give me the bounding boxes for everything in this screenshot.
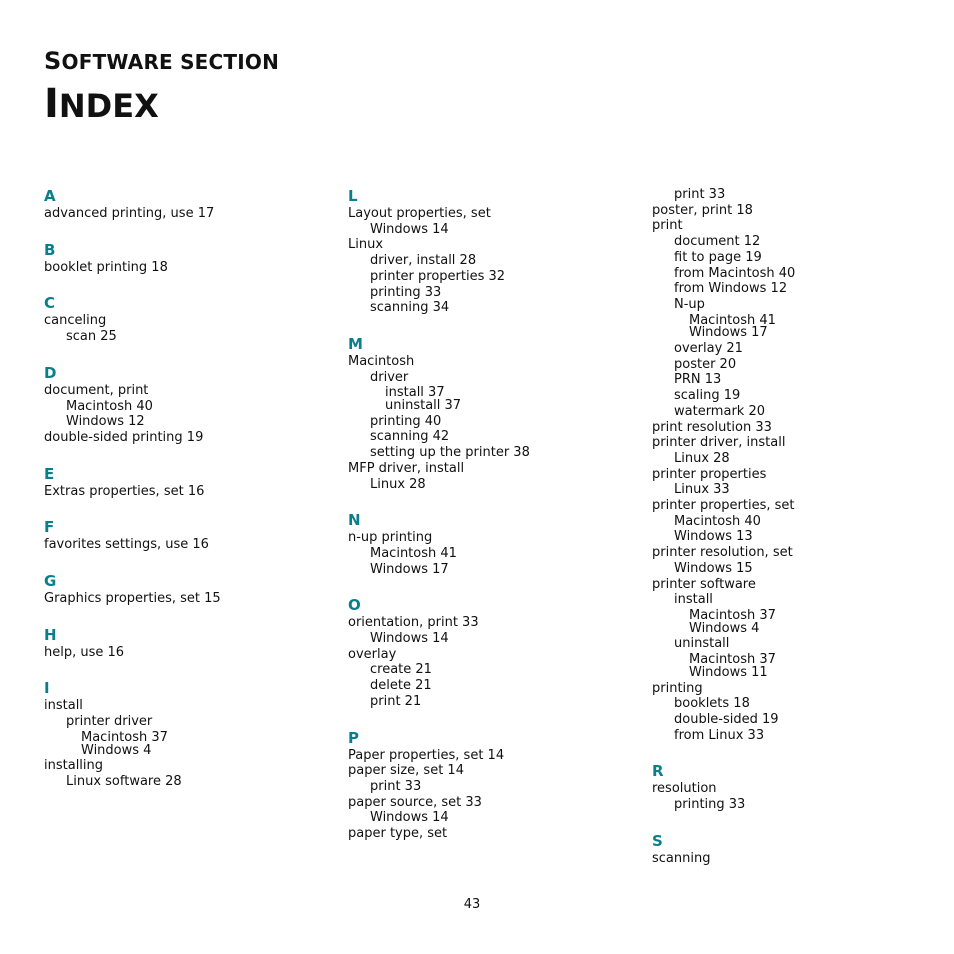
- index-entry: print resolution 33: [652, 419, 772, 435]
- index-subsubentry: install 37: [385, 385, 445, 401]
- index-group-i: [44, 678, 334, 789]
- index-entry: poster, print 18: [652, 202, 753, 218]
- index-entry: install: [44, 698, 83, 714]
- index-subentry: create 21: [370, 662, 432, 678]
- index-entry: Linux: [348, 237, 384, 253]
- index-subentry: Linux 33: [674, 482, 730, 498]
- index-subentry: Windows 14: [370, 810, 449, 826]
- index-entry: printer properties, set: [652, 498, 795, 514]
- index-subentry: PRN 13: [674, 372, 722, 388]
- index-subentry: overlay 21: [674, 341, 743, 357]
- index-letter: B: [44, 240, 56, 259]
- index-subentry: scaling 19: [674, 388, 741, 404]
- index-entry: document, print: [44, 382, 149, 398]
- index-column-1: [44, 186, 334, 790]
- index-group-f: [44, 517, 334, 553]
- index-entry: Paper properties, set 14: [348, 747, 505, 763]
- index-subentry: scanning 34: [370, 300, 450, 316]
- index-subentry: scanning 42: [370, 429, 450, 445]
- index-subentry: poster 20: [674, 356, 737, 372]
- index-subsubentry: Macintosh 37: [689, 652, 776, 668]
- index-entry: paper source, set 33: [348, 794, 482, 810]
- index-group-d: [44, 363, 334, 446]
- index-letter: A: [44, 187, 56, 205]
- index-subentry: Macintosh 40: [66, 398, 153, 414]
- index-subentry: scan 25: [66, 329, 117, 345]
- index-letter: C: [44, 294, 56, 313]
- index-letter: D: [44, 363, 57, 382]
- index-group-n: [348, 510, 638, 577]
- index-entry: advanced printing, use 17: [44, 206, 215, 221]
- index-subentry: printer properties 32: [370, 268, 506, 284]
- index-group-o: [348, 595, 638, 709]
- index-letter: N: [348, 511, 361, 530]
- index-group-l: [348, 186, 638, 316]
- index-letter: S: [652, 831, 663, 850]
- index-subentry: setting up the printer 38: [370, 445, 530, 461]
- index-entry: n-up printing: [348, 530, 433, 546]
- index-subentry: Linux software 28: [66, 773, 182, 789]
- index-subentry: Windows 12: [66, 414, 145, 430]
- index-subsubentry: Windows 4: [81, 742, 152, 758]
- page-number: 43: [463, 897, 481, 912]
- index-subsubentry: Windows 17: [689, 325, 768, 341]
- index-subentry: from Linux 33: [674, 727, 765, 743]
- index-entry: double-sided printing 19: [44, 429, 204, 445]
- index-letter: L: [348, 187, 358, 205]
- index-column-2: [348, 186, 638, 842]
- index-subentry: Windows 13: [674, 529, 753, 545]
- index-subentry: double-sided 19: [674, 711, 779, 727]
- index-column-3: [652, 187, 942, 866]
- index-entry: paper type, set: [348, 826, 448, 842]
- index-subentry: printer driver: [66, 714, 153, 730]
- index-group-h: [44, 625, 334, 661]
- index-letter: I: [44, 679, 50, 698]
- index-subentry: Linux 28: [674, 450, 730, 466]
- index-subentry: document 12: [674, 234, 761, 250]
- index-letter: F: [44, 518, 55, 537]
- index-group-r: [652, 761, 942, 812]
- index-subentry: install: [674, 592, 713, 608]
- index-subentry: Windows 17: [370, 561, 449, 577]
- index-subsubentry: uninstall 37: [385, 398, 462, 414]
- index-subentry: booklets 18: [674, 696, 750, 712]
- index-group-s: [652, 831, 942, 867]
- index-subentry: delete 21: [370, 678, 432, 694]
- index-group-b: [44, 240, 334, 276]
- section-title-rest: OFTWARE SECTION: [61, 50, 280, 74]
- index-subsubentry: Windows 4: [689, 620, 760, 636]
- index-subentry: Macintosh 41: [370, 545, 457, 561]
- index-subentry: printing 33: [674, 797, 746, 813]
- index-letter: P: [348, 728, 359, 747]
- index-group-c: [44, 293, 334, 344]
- index-subentry: N-up: [674, 296, 705, 312]
- index-entry: installing: [44, 758, 104, 774]
- index-entry: Extras properties, set 16: [44, 483, 205, 499]
- index-subentry: driver, install 28: [370, 253, 477, 269]
- index-entry: printer properties: [652, 466, 767, 482]
- index-letter: M: [348, 334, 363, 353]
- index-subentry: printing 33: [370, 284, 442, 300]
- index-entry: canceling: [44, 313, 107, 329]
- index-subentry: uninstall: [674, 636, 730, 652]
- index-entry: paper size, set 14: [348, 763, 464, 779]
- index-subsubentry: Macintosh 41: [689, 312, 776, 328]
- section-title: [44, 47, 279, 75]
- index-group-p-continued: [652, 187, 942, 743]
- index-subentry: Linux 28: [370, 476, 426, 492]
- index-subentry: Windows 14: [370, 221, 449, 237]
- index-subentry: print 33: [674, 187, 726, 202]
- index-group-m: [348, 334, 638, 492]
- index-subentry: from Windows 12: [674, 281, 788, 297]
- index-entry: favorites settings, use 16: [44, 537, 209, 553]
- index-entry: Layout properties, set: [348, 206, 491, 221]
- index-subentry: Windows 14: [370, 631, 449, 647]
- index-group-a: [44, 186, 334, 222]
- index-subentry: Windows 15: [674, 560, 753, 576]
- index-letter: O: [348, 596, 361, 615]
- index-subsubentry: Macintosh 37: [689, 607, 776, 623]
- index-subentry: from Macintosh 40: [674, 265, 796, 281]
- index-subsubentry: Macintosh 37: [81, 729, 168, 745]
- index-entry: scanning: [652, 850, 711, 866]
- index-subsubentry: Windows 11: [689, 664, 768, 680]
- page-title: [44, 81, 159, 127]
- index-subentry: Macintosh 40: [674, 513, 761, 529]
- index-subentry: printing 40: [370, 413, 442, 429]
- index-entry: MFP driver, install: [348, 460, 465, 476]
- index-entry: resolution: [652, 781, 717, 797]
- index-subentry: watermark 20: [674, 403, 765, 419]
- index-subentry: print 21: [370, 693, 422, 709]
- index-subentry: print 33: [370, 778, 422, 794]
- index-letter: R: [652, 762, 664, 781]
- index-entry: printer driver, install: [652, 435, 786, 451]
- index-entry: printer software: [652, 576, 756, 592]
- index-entry: print: [652, 218, 683, 234]
- index-entry: booklet printing 18: [44, 259, 168, 275]
- page-title-initial: I: [44, 81, 59, 127]
- index-entry: Macintosh: [348, 353, 415, 369]
- index-entry: printing: [652, 680, 703, 696]
- index-letter: H: [44, 625, 57, 644]
- index-entry: help, use 16: [44, 644, 125, 660]
- index-entry: Graphics properties, set 15: [44, 591, 221, 607]
- index-group-p: [348, 728, 638, 842]
- index-letter: E: [44, 464, 55, 483]
- index-entry: printer resolution, set: [652, 545, 793, 561]
- section-title-initial: S: [44, 47, 62, 75]
- index-entry: orientation, print 33: [348, 615, 479, 631]
- index-group-g: [44, 571, 334, 607]
- index-entry: overlay: [348, 646, 397, 662]
- page-title-rest: NDEX: [58, 87, 159, 125]
- index-subentry: driver: [370, 369, 409, 385]
- index-group-e: [44, 464, 334, 500]
- index-letter: G: [44, 572, 57, 591]
- index-subentry: fit to page 19: [674, 249, 762, 265]
